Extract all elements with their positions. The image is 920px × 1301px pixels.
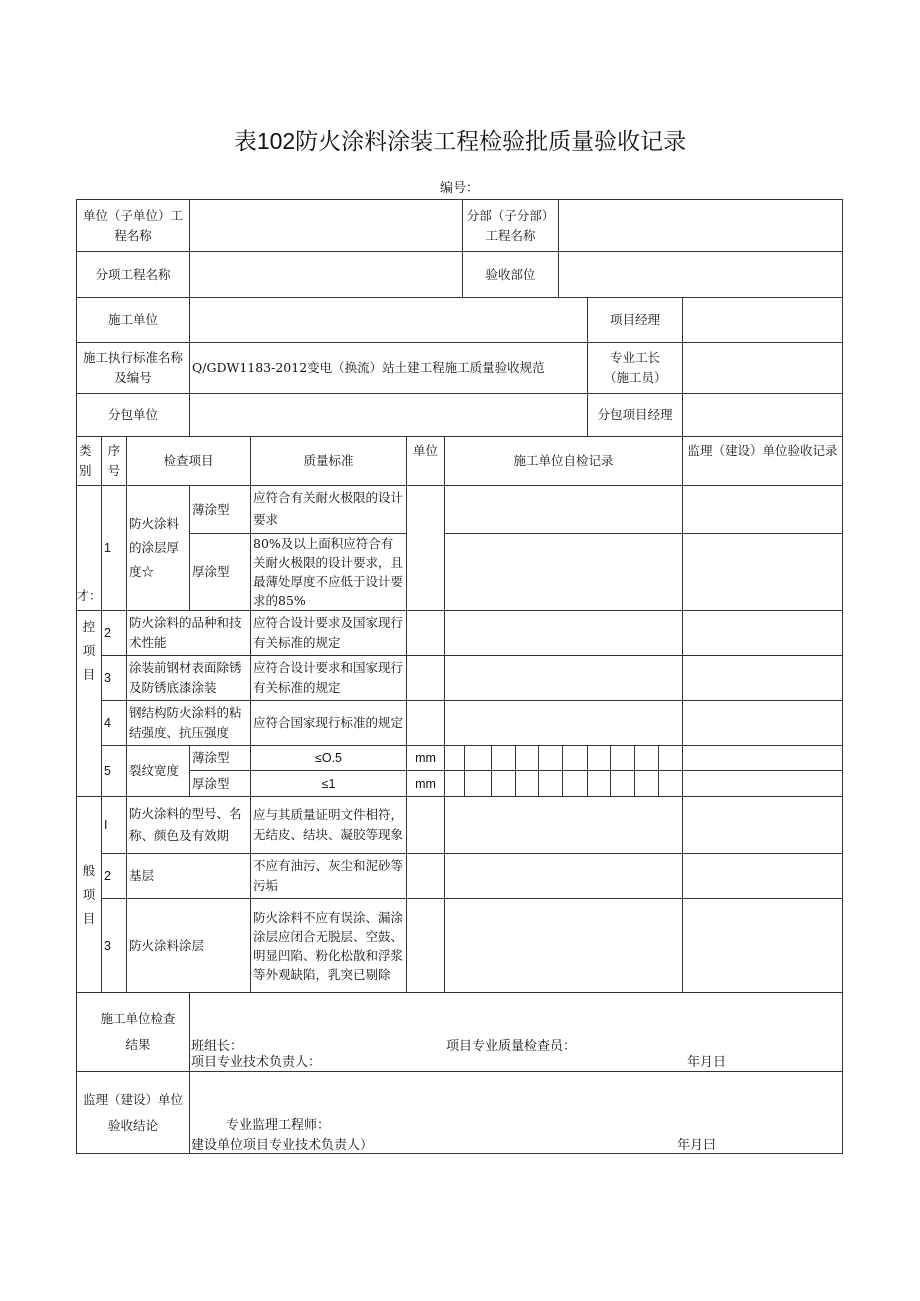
col-self-check: 施工单位自检记录 xyxy=(444,436,683,486)
item-g2: 基层 xyxy=(126,853,251,899)
item-4: 钢结构防火涂料的粘结强度、抗压强度 xyxy=(126,700,251,746)
item-5-thick: 厚涂型 xyxy=(189,770,251,797)
supervision-conclusion-label: 监理（建设）单位验收结论 xyxy=(76,1071,190,1154)
measurement-cell[interactable] xyxy=(634,770,659,797)
measurement-cell[interactable] xyxy=(610,745,635,771)
unit-value[interactable] xyxy=(189,199,463,252)
date-2: 年月曰 xyxy=(677,1138,717,1153)
supervision-g2[interactable] xyxy=(682,853,843,899)
measurement-cell[interactable] xyxy=(491,745,516,771)
seq-g3: 3 xyxy=(101,898,127,993)
supervision-conclusion-area[interactable] xyxy=(189,1071,843,1154)
sub-pm-label: 分包项目经理 xyxy=(587,393,683,437)
measurement-cell[interactable] xyxy=(658,770,683,797)
standard-label: 施工执行标准名称及编号 xyxy=(76,342,190,394)
measurement-cell[interactable] xyxy=(491,770,516,797)
self-check-g2[interactable] xyxy=(444,853,683,899)
supervision-1a[interactable] xyxy=(682,485,843,534)
measurement-cell[interactable] xyxy=(538,770,563,797)
seq-2: 2 xyxy=(101,610,127,656)
subitem-value[interactable] xyxy=(189,251,463,298)
serial-label: 编号： xyxy=(440,180,480,195)
measurement-cell[interactable] xyxy=(562,770,588,797)
acceptance-part-label: 验收部位 xyxy=(462,251,559,298)
supervision-5a[interactable] xyxy=(682,745,843,771)
item-3: 涂装前钢材表面除锈及防锈底漆涂装 xyxy=(126,655,251,701)
pm-label: 项目经理 xyxy=(587,297,683,343)
standard-value[interactable]: Q/GDW1183-2012变电（换流）站土建工程施工质量验收规范 xyxy=(189,342,588,394)
division-value[interactable] xyxy=(558,199,843,252)
measurement-cell[interactable] xyxy=(515,770,539,797)
std-3: 应符合设计要求和国家现行有关标准的规定 xyxy=(250,655,407,701)
measurement-cell[interactable] xyxy=(634,745,659,771)
measurement-cell[interactable] xyxy=(538,745,563,771)
item-1: 防火涂料的涂层厚度☆ xyxy=(126,485,190,611)
measurement-cell[interactable] xyxy=(515,745,539,771)
contractor-value[interactable] xyxy=(189,297,588,343)
unit-g2 xyxy=(406,853,445,899)
date-1: 年月日 xyxy=(687,1055,727,1070)
unit-3 xyxy=(406,655,445,701)
col-standard: 质量标准 xyxy=(250,436,407,486)
std-1-thin: 应符合有关耐火极限的设计要求 xyxy=(250,485,407,534)
engineer-label: 专业监理工程师： xyxy=(226,1118,331,1133)
category-main-b: 控项目 xyxy=(76,610,102,797)
col-category: 类别 xyxy=(76,436,102,486)
contractor-label: 施工单位 xyxy=(76,297,190,343)
category-main-a: 才： xyxy=(76,485,102,611)
std-4: 应符合国家现行标准的规定 xyxy=(250,700,407,746)
measurement-cell[interactable] xyxy=(562,745,588,771)
measurement-cell[interactable] xyxy=(464,770,492,797)
item-1-thin: 薄涂型 xyxy=(189,485,251,534)
self-check-1b[interactable] xyxy=(444,533,683,611)
unit-4 xyxy=(406,700,445,746)
self-check-2[interactable] xyxy=(444,610,683,656)
leader-label: 班组长： xyxy=(191,1039,244,1054)
col-unit: 单位 xyxy=(406,436,445,486)
self-check-4[interactable] xyxy=(444,700,683,746)
seq-5: 5 xyxy=(101,745,127,797)
item-1-thick: 厚涂型 xyxy=(189,533,251,611)
division-label: 分部（子分部）工程名称 xyxy=(462,199,559,252)
col-item: 检查项目 xyxy=(126,436,251,486)
measurement-cell[interactable] xyxy=(658,745,683,771)
seq-g1: I xyxy=(101,796,127,854)
std-5-thick: ≤1 xyxy=(250,770,407,797)
std-1-thick: 80%及以上面积应符合有关耐火极限的设计要求，且最薄处厚度不应低于设计要求的85% xyxy=(250,533,407,611)
seq-4: 4 xyxy=(101,700,127,746)
measurement-cell[interactable] xyxy=(610,770,635,797)
pm-value[interactable] xyxy=(682,297,843,343)
item-5: 裂纹宽度 xyxy=(126,745,190,797)
unit-5-thick: mm xyxy=(406,770,445,797)
supervision-2[interactable] xyxy=(682,610,843,656)
inspector-label: 项目专业质量检查员： xyxy=(446,1039,577,1054)
item-g1: 防火涂料的型号、名称、颜色及有效期 xyxy=(126,796,251,854)
subitem-label: 分项工程名称 xyxy=(76,251,190,298)
measurement-cell[interactable] xyxy=(444,770,465,797)
measurement-cell[interactable] xyxy=(464,745,492,771)
unit-1 xyxy=(406,485,445,611)
measurement-cell[interactable] xyxy=(587,745,611,771)
self-check-g1[interactable] xyxy=(444,796,683,854)
std-g2: 不应有油污、灰尘和泥砂等污垢 xyxy=(250,853,407,899)
subcontractor-label: 分包单位 xyxy=(76,393,190,437)
check-result-label: 施工单位检查结果 xyxy=(76,992,190,1072)
item-2: 防火涂料的品种和技术性能 xyxy=(126,610,251,656)
item-5-thin: 薄涂型 xyxy=(189,745,251,771)
foreman-label: 专业工长（施工员） xyxy=(587,342,683,394)
seq-1: 1 xyxy=(101,485,127,611)
measurement-cell[interactable] xyxy=(444,745,465,771)
check-result-area[interactable] xyxy=(189,992,843,1072)
unit-g3 xyxy=(406,898,445,993)
foreman-value[interactable] xyxy=(682,342,843,394)
measurement-cell[interactable] xyxy=(587,770,611,797)
supervision-4[interactable] xyxy=(682,700,843,746)
col-seq: 序号 xyxy=(101,436,127,486)
owner-lead-label: 建设单位项目专业技术负责人） xyxy=(191,1138,374,1153)
self-check-g3[interactable] xyxy=(444,898,683,993)
tech-lead-label: 项目专业技术负责人： xyxy=(191,1055,322,1070)
std-2: 应符合设计要求及国家现行有关标准的规定 xyxy=(250,610,407,656)
col-supervision: 监理（建设）单位验收记录 xyxy=(682,436,843,486)
supervision-3[interactable] xyxy=(682,655,843,701)
item-g3: 防火涂料涂层 xyxy=(126,898,251,993)
supervision-g1[interactable] xyxy=(682,796,843,854)
acceptance-part-value[interactable] xyxy=(558,251,843,298)
page-title: 表102防火涂料涂装工程检验批质量验收记录 xyxy=(233,128,687,154)
category-general: 般项目 xyxy=(76,796,102,993)
seq-g2: 2 xyxy=(101,853,127,899)
unit-label: 单位（子单位）工程名称 xyxy=(76,199,190,252)
supervision-1b[interactable] xyxy=(682,533,843,611)
unit-5-thin: mm xyxy=(406,745,445,771)
self-check-3[interactable] xyxy=(444,655,683,701)
supervision-g3[interactable] xyxy=(682,898,843,993)
sub-pm-value[interactable] xyxy=(682,393,843,437)
supervision-5b[interactable] xyxy=(682,770,843,797)
unit-g1 xyxy=(406,796,445,854)
unit-2 xyxy=(406,610,445,656)
subcontractor-value[interactable] xyxy=(189,393,588,437)
self-check-1a[interactable] xyxy=(444,485,683,534)
std-5-thin: ≤O.5 xyxy=(250,745,407,771)
std-g1: 应与其质量证明文件相符，无结皮、结块、凝胶等现象 xyxy=(250,796,407,854)
std-g3: 防火涂料不应有误涂、漏涂涂层应闭合无脱层、空鼓、明显凹陷、粉化松散和浮浆等外观缺陷，乳突已剔除 xyxy=(250,898,407,993)
seq-3: 3 xyxy=(101,655,127,701)
